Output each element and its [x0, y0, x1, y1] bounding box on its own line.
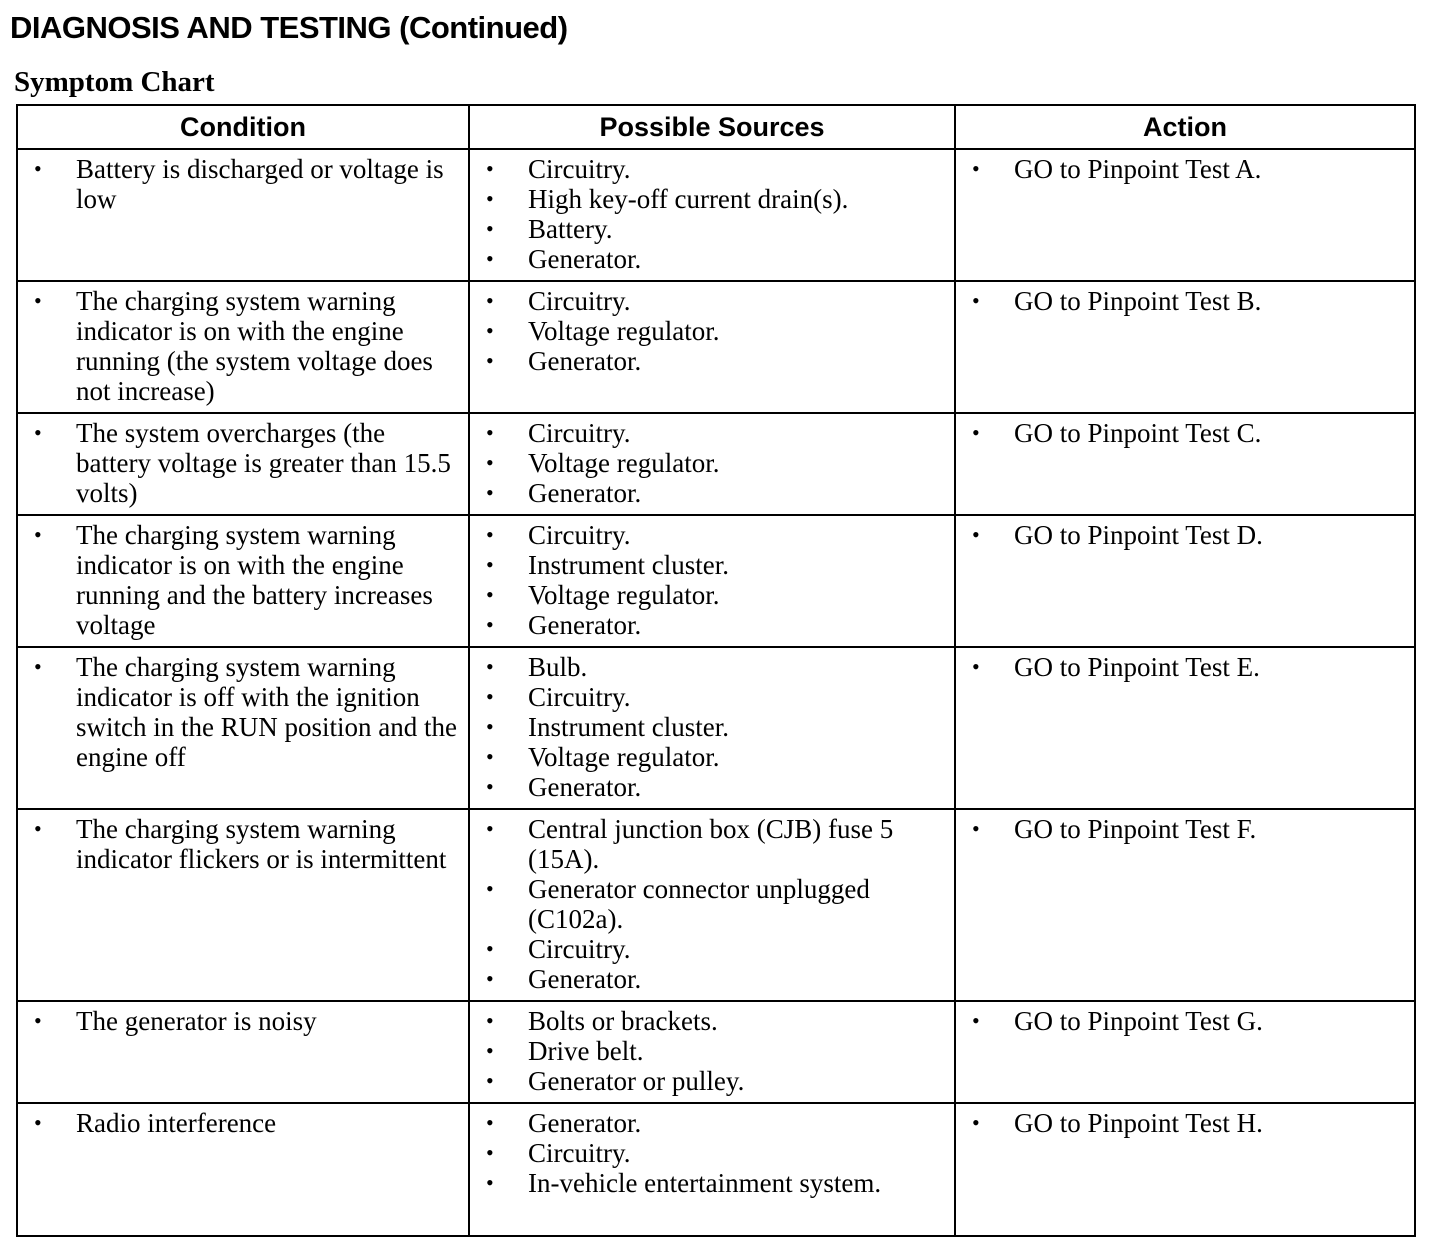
action-cell: [955, 647, 1415, 809]
action-text: GO to Pinpoint Test H.: [1014, 1108, 1263, 1138]
source-item: [476, 1006, 948, 1036]
bullet-icon: •: [486, 1068, 494, 1093]
source-item: [476, 418, 948, 448]
source-item: [476, 742, 948, 772]
source-text: High key-off current drain(s).: [528, 184, 849, 214]
condition-text: The charging system warning indicator is on with the engine running (the system voltage does not increase): [76, 286, 433, 406]
bullet-icon: •: [34, 522, 42, 547]
action-text: GO to Pinpoint Test D.: [1014, 520, 1263, 550]
table-row: [17, 647, 1415, 809]
possible-sources-cell: [469, 1001, 955, 1103]
table-row: [17, 281, 1415, 413]
source-text: Instrument cluster.: [528, 550, 729, 580]
action-text: GO to Pinpoint Test F.: [1014, 814, 1257, 844]
source-text: Circuitry.: [528, 682, 631, 712]
page-heading: DIAGNOSIS AND TESTING (Continued): [10, 10, 568, 45]
source-item: [476, 1036, 948, 1066]
source-text: Battery.: [528, 214, 613, 244]
source-text: Bolts or brackets.: [528, 1006, 718, 1036]
source-text: Generator connector unplugged (C102a).: [528, 874, 870, 934]
source-item: [476, 244, 948, 274]
possible-sources-cell: [469, 647, 955, 809]
source-item: [476, 814, 948, 874]
source-item: [476, 580, 948, 610]
source-item: [476, 214, 948, 244]
bullet-icon: •: [486, 552, 494, 577]
bullet-icon: •: [486, 1140, 494, 1165]
action-cell: [955, 149, 1415, 281]
source-text: Instrument cluster.: [528, 712, 729, 742]
bullet-icon: •: [972, 1008, 980, 1033]
action-cell: [955, 413, 1415, 515]
source-text: Generator.: [528, 478, 642, 508]
bullet-icon: •: [486, 522, 494, 547]
condition-text: The charging system warning indicator is on with the engine running and the battery increases voltage: [76, 520, 433, 640]
symptom-chart-table: [16, 104, 1416, 1237]
table-row: [17, 413, 1415, 515]
source-text: Generator.: [528, 772, 642, 802]
action-cell: [955, 809, 1415, 1001]
bullet-icon: •: [486, 936, 494, 961]
source-text: Generator.: [528, 1108, 642, 1138]
bullet-icon: •: [34, 654, 42, 679]
source-text: Circuitry.: [528, 286, 631, 316]
action-text: GO to Pinpoint Test E.: [1014, 652, 1260, 682]
bullet-icon: •: [972, 522, 980, 547]
source-item: [476, 1108, 948, 1138]
source-item: [476, 346, 948, 376]
bullet-icon: •: [34, 1110, 42, 1135]
action-cell: [955, 515, 1415, 647]
bullet-icon: •: [486, 1110, 494, 1135]
column-header-action: Action: [955, 105, 1415, 149]
condition-cell: [17, 281, 469, 413]
source-text: Voltage regulator.: [528, 580, 720, 610]
bullet-icon: •: [486, 348, 494, 373]
header-row: [17, 105, 1415, 149]
source-item: [476, 520, 948, 550]
source-item: [476, 874, 948, 934]
source-item: [476, 934, 948, 964]
source-item: [476, 1066, 948, 1096]
condition-cell: [17, 413, 469, 515]
bullet-icon: •: [486, 420, 494, 445]
source-item: [476, 550, 948, 580]
source-item: [476, 652, 948, 682]
action-text: GO to Pinpoint Test G.: [1014, 1006, 1263, 1036]
source-item: [476, 682, 948, 712]
bullet-icon: •: [486, 582, 494, 607]
possible-sources-cell: [469, 515, 955, 647]
bullet-icon: •: [34, 156, 42, 181]
bullet-icon: •: [34, 288, 42, 313]
bullet-icon: •: [972, 156, 980, 181]
bullet-icon: •: [486, 246, 494, 271]
bullet-icon: •: [486, 1170, 494, 1195]
action-cell: [955, 281, 1415, 413]
bullet-icon: •: [34, 420, 42, 445]
bullet-icon: •: [486, 450, 494, 475]
table-row: [17, 149, 1415, 281]
source-text: Drive belt.: [528, 1036, 644, 1066]
condition-text: The charging system warning indicator flickers or is intermittent: [76, 814, 447, 874]
bullet-icon: •: [486, 714, 494, 739]
bullet-icon: •: [486, 1038, 494, 1063]
condition-text: Radio interference: [76, 1108, 277, 1138]
source-item: [476, 316, 948, 346]
possible-sources-cell: [469, 281, 955, 413]
bullet-icon: •: [486, 318, 494, 343]
bullet-icon: •: [486, 216, 494, 241]
source-text: Circuitry.: [528, 520, 631, 550]
bullet-icon: •: [486, 288, 494, 313]
bullet-icon: •: [486, 876, 494, 901]
action-text: GO to Pinpoint Test A.: [1014, 154, 1262, 184]
bullet-icon: •: [486, 654, 494, 679]
source-text: Generator.: [528, 610, 642, 640]
bullet-icon: •: [34, 816, 42, 841]
source-text: Voltage regulator.: [528, 316, 720, 346]
source-text: Voltage regulator.: [528, 448, 720, 478]
possible-sources-cell: [469, 413, 955, 515]
source-text: Generator.: [528, 964, 642, 994]
bullet-icon: •: [486, 612, 494, 637]
table-row: [17, 1001, 1415, 1103]
source-text: Circuitry.: [528, 154, 631, 184]
source-item: [476, 478, 948, 508]
bullet-icon: •: [486, 774, 494, 799]
bullet-icon: •: [486, 684, 494, 709]
condition-text: The charging system warning indicator is off with the ignition switch in the RUN position and the engine off: [76, 652, 457, 772]
condition-text: Battery is discharged or voltage is low: [76, 154, 444, 214]
action-text: GO to Pinpoint Test C.: [1014, 418, 1262, 448]
bullet-icon: •: [486, 744, 494, 769]
source-item: [476, 610, 948, 640]
source-item: [476, 712, 948, 742]
table-row: [17, 515, 1415, 647]
action-text: GO to Pinpoint Test B.: [1014, 286, 1262, 316]
bullet-icon: •: [972, 654, 980, 679]
bullet-icon: •: [486, 156, 494, 181]
source-text: Circuitry.: [528, 418, 631, 448]
source-text: Central junction box (CJB) fuse 5 (15A).: [528, 814, 894, 874]
table-row: [17, 809, 1415, 1001]
source-item: [476, 184, 948, 214]
column-header-possible-sources: Possible Sources: [469, 105, 955, 149]
bullet-icon: •: [486, 1008, 494, 1033]
source-item: [476, 286, 948, 316]
column-header-condition: Condition: [17, 105, 469, 149]
section-title: Symptom Chart: [14, 66, 215, 98]
possible-sources-cell: [469, 149, 955, 281]
source-text: Generator or pulley.: [528, 1066, 745, 1096]
bullet-icon: •: [34, 1008, 42, 1033]
source-item: [476, 448, 948, 478]
condition-cell: [17, 1103, 469, 1236]
source-text: Circuitry.: [528, 934, 631, 964]
source-text: Voltage regulator.: [528, 742, 720, 772]
action-cell: [955, 1001, 1415, 1103]
source-text: Generator.: [528, 346, 642, 376]
condition-cell: [17, 809, 469, 1001]
source-text: Bulb.: [528, 652, 588, 682]
source-item: [476, 964, 948, 994]
action-cell: [955, 1103, 1415, 1236]
condition-cell: [17, 1001, 469, 1103]
condition-cell: [17, 647, 469, 809]
condition-text: The generator is noisy: [76, 1006, 317, 1036]
bullet-icon: •: [972, 288, 980, 313]
source-text: In-vehicle entertainment system.: [528, 1168, 882, 1198]
bullet-icon: •: [486, 480, 494, 505]
source-item: [476, 1138, 948, 1168]
source-item: [476, 772, 948, 802]
source-text: Generator.: [528, 244, 642, 274]
bullet-icon: •: [972, 816, 980, 841]
bullet-icon: •: [972, 1110, 980, 1135]
bullet-icon: •: [972, 420, 980, 445]
possible-sources-cell: [469, 1103, 955, 1236]
table-row: [17, 1103, 1415, 1236]
bullet-icon: •: [486, 186, 494, 211]
source-item: [476, 1168, 948, 1198]
condition-cell: [17, 515, 469, 647]
bullet-icon: •: [486, 816, 494, 841]
bullet-icon: •: [486, 966, 494, 991]
possible-sources-cell: [469, 809, 955, 1001]
source-text: Circuitry.: [528, 1138, 631, 1168]
condition-text: The system overcharges (the battery voltage is greater than 15.5 volts): [76, 418, 451, 508]
condition-cell: [17, 149, 469, 281]
source-item: [476, 154, 948, 184]
